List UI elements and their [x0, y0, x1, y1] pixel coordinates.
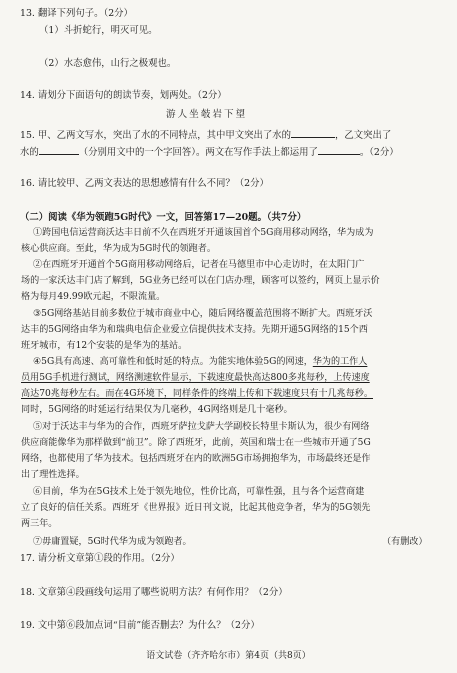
- passage-p6-line2: 立了良好的信任关系。西班牙《世界报》近日刊文说，比起其他竞争者，华为的5G领先: [21, 503, 371, 513]
- question-14-sentence: 游人坐攲岩下望: [166, 109, 248, 120]
- passage-p5-line3: 网络，也都使用了华为技术。包括西班牙在内的欧洲5G市场拥抱华为，市场最终还是作: [21, 454, 371, 464]
- passage-p4-line4: 同时，5G网络的时延运行结果仅为几毫秒，4G网络则是几十毫秒。: [21, 405, 293, 415]
- passage-p2-line3: 格为每月49.99欧元起，不限流量。: [21, 292, 166, 302]
- passage-p1-line1: ①跨国电信运营商沃达丰日前不久在西班牙开通该国首个5G商用移动网络，华为成为: [33, 228, 374, 238]
- question-13-sentence-1: （1）斗折蛇行，明灭可见。: [39, 25, 158, 36]
- question-15-text-b: ，乙文突出了: [335, 130, 392, 141]
- underlined-sentence-part-3: 高达70兆每秒左右。而在4G环境下，同样条件的终端上传和下载速度只有十几兆每秒。: [21, 389, 373, 399]
- passage-p3-line1: ③5G网络基站目前多数位于城市商业中心，随后网络覆盖范围将不断扩大。西班牙沃: [33, 309, 373, 319]
- passage-p5-line4: 出了理性选择。: [21, 470, 85, 480]
- answer-blank-1[interactable]: [291, 128, 335, 138]
- passage-p4-line1: [33, 357, 367, 369]
- question-15-text-e: 。（2分）: [359, 147, 399, 158]
- question-15-line-1: [20, 128, 391, 142]
- underlined-sentence-part-2: 员用5G手机进行测试，网络测速软件显示，下载速度最快高达800多兆每秒，上传速度: [21, 373, 370, 383]
- passage-p2-line2: 场的一家沃达丰门店了解到，5G业务已经可以在门店办理，顾客可以签约，网页上显示价: [21, 276, 380, 286]
- question-19-title: 19. 文中第⑥段加点词“目前”能否删去？为什么？（2分）: [20, 620, 260, 631]
- answer-blank-3[interactable]: [318, 145, 360, 155]
- answer-blank-2[interactable]: [39, 145, 79, 155]
- question-13-title: 13. 翻译下列句子。（2分）: [20, 8, 133, 19]
- passage-p6-line3: 两三年。: [21, 519, 58, 529]
- question-15-text-a: 15. 甲、乙两文写水，突出了水的不同特点，其中甲文突出了水的: [20, 130, 292, 141]
- passage-p3-line3: 班牙城市，有12个安装的是华为的基站。: [21, 341, 188, 351]
- passage-p2-line1: ②在西班牙开通首个5G商用移动网络后，记者在马德里市中心走访时，在太阳门广: [33, 260, 365, 270]
- section-2-heading: （二）阅读《华为领跑5G时代》一文，回答第17—20题。（共7分）: [20, 212, 307, 223]
- passage-p4-text: ④5G具有高速、高可靠性和低时延的特点。为能实地体验5G的网速，: [33, 357, 313, 367]
- question-14-title: 14. 请划分下面语句的朗读节奏，划两处。（2分）: [20, 90, 227, 101]
- question-15-text-d: （分别用文中的一个字回答）。两文在写作手法上都运用了: [78, 147, 318, 158]
- passage-p5-line2: 供应商能像华为那样做到“前卫”。除了西班牙，此前，英国和瑞士在一些城市开通了5G: [21, 438, 371, 448]
- page-footer: 语文试卷（齐齐哈尔市）第4页（共8页）: [146, 651, 311, 661]
- underlined-sentence-part-1: 华为的工作人: [312, 357, 368, 367]
- question-13-sentence-2: （2）水态愈伟，山行之极观也。: [39, 58, 177, 69]
- passage-p3-line2: 达丰的5G网络由华为和瑞典电信企业爱立信提供技术支持。先期开通5G网络的15个西: [21, 325, 368, 335]
- question-15-text-c: 水的: [20, 147, 39, 158]
- passage-p6-line1: ⑥目前，华为在5G技术上处于领先地位，性价比高，可靠性强，且与各个运营商建: [33, 487, 365, 497]
- question-15-line-2: [20, 145, 399, 159]
- question-17-title: 17. 请分析文章第①段的作用。（2分）: [20, 553, 180, 564]
- passage-p1-line2: 核心供应商。至此，华为成为5G时代的领跑者。: [21, 244, 216, 254]
- passage-p7-line1: ⑦毋庸置疑，5G时代华为成为领跑者。: [33, 537, 192, 547]
- source-note: （有删改）: [382, 537, 428, 547]
- question-16-title: 16. 请比较甲、乙两文表达的思想感情有什么不同？（2分）: [20, 178, 269, 189]
- passage-p5-line1: ⑤对于沃达丰与华为的合作，西班牙萨拉戈萨大学副校长特里卡斯认为，很少有网络: [33, 422, 370, 432]
- question-18-title: 18. 文章第④段画线句运用了哪些说明方法？有何作用？（2分）: [20, 587, 288, 598]
